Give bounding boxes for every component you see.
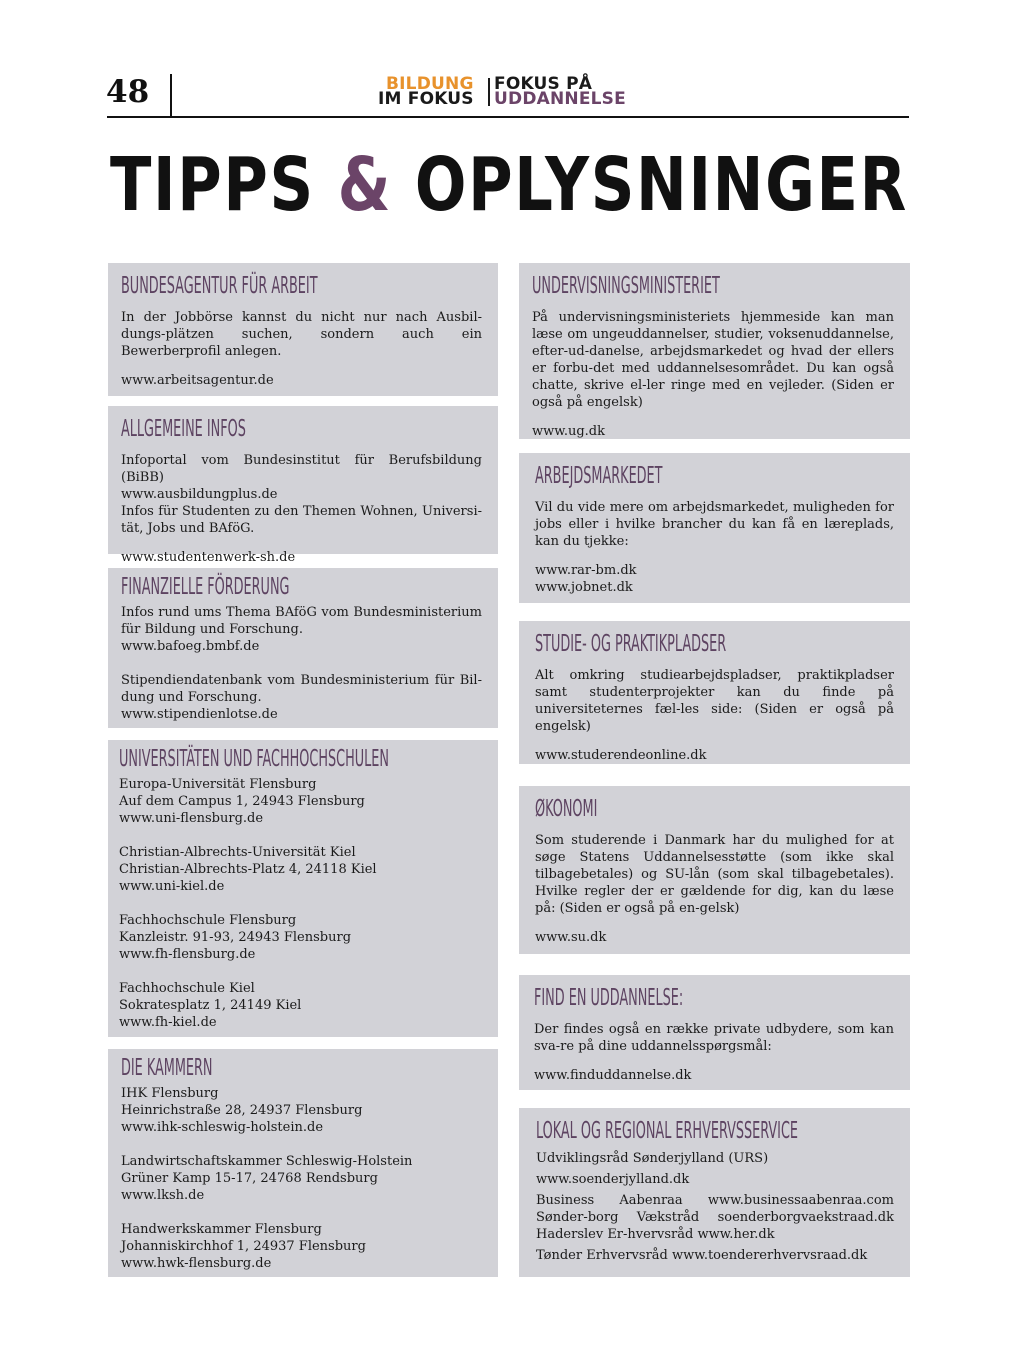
logo-separator (488, 78, 490, 106)
box-heading: FINANZIELLE FÖRDERUNG (121, 574, 290, 600)
box-body: Udviklingsråd Sønderjylland (URS) (536, 1151, 769, 1166)
list-item: Fachhochschule Kiel Sokratesplatz 1, 24149 Kiel www.fh-kiel.de (119, 981, 302, 1030)
list-item: Christian-Albrechts-Universität Kiel Christian-Albrechts-Platz 4, 24118 Kiel www.uni-kiel.de (119, 845, 377, 894)
box-link[interactable]: www.su.dk (535, 930, 607, 945)
publication-logo (378, 76, 648, 110)
title-ampersand: & (337, 142, 393, 228)
box-heading: ALLGEMEINE INFOS (121, 416, 246, 442)
box-body: Der findes også en række private udbydere, som kan sva-re på dine uddannelsspørgsmål: (534, 1022, 894, 1054)
logo-uddannelse: UDDANNELSE (494, 89, 626, 109)
box-link[interactable]: www.soenderjylland.dk (536, 1172, 690, 1187)
box-bundesagentur (108, 263, 498, 396)
list-item: Handwerkskammer Flensburg Johanniskirchhof 1, 24937 Flensburg www.hwk-flensburg.de (121, 1222, 366, 1271)
box-link[interactable]: www.finduddannelse.dk (534, 1068, 692, 1083)
box-allgemeine-infos (108, 406, 498, 565)
header-divider (170, 74, 172, 116)
list-item: Fachhochschule Flensburg Kanzleistr. 91-93, 24943 Flensburg www.fh-flensburg.de (119, 913, 352, 962)
box-body: Alt omkring studiearbejdspladser, praktikpladser samt studenterprojekter kan du finde på universiteternes fæl-les side: (Siden er også på engelsk) (535, 668, 894, 734)
box-undervisningsministeriet (519, 263, 910, 439)
box-link[interactable]: www.studentenwerk-sh.de (121, 550, 296, 565)
title-part-1: TIPPS (109, 142, 315, 228)
logo-fokus-pa: FOKUS PÅ (494, 74, 593, 94)
box-finanzielle-foerderung (108, 568, 498, 728)
box-find-en-uddannelse (519, 975, 910, 1090)
box-heading: FIND EN UDDANNELSE: (534, 985, 684, 1011)
box-link[interactable]: www.arbeitsagentur.de (121, 373, 274, 388)
logo-bildung: BILDUNG (386, 74, 474, 94)
box-heading: DIE KAMMERN (121, 1055, 213, 1081)
box-body: Business Aabenraa www.businessaabenraa.com Sønder-borg Vækstråd soenderborgvaekstraad.dk Haderslev Er-hvervsråd www.her.dk (536, 1193, 894, 1242)
box-heading: STUDIE- OG PRAKTIKPLADSER (535, 631, 727, 657)
box-die-kammern (108, 1049, 498, 1277)
page-header (0, 0, 1018, 120)
box-studie-praktikpladser (519, 621, 910, 764)
logo-im-fokus: IM FOKUS (378, 89, 474, 109)
box-body: Stipendiendatenbank vom Bundesministerium für Bil-dung und Forschung. www.stipendienlotse.de (121, 673, 482, 722)
box-heading: UNDERVISNINGSMINISTERIET (532, 273, 720, 299)
box-heading: ARBEJDSMARKEDET (535, 463, 663, 489)
list-item: IHK Flensburg Heinrichstraße 28, 24937 Flensburg www.ihk-schleswig-holstein.de (121, 1086, 363, 1135)
box-body: In der Jobbörse kannst du nicht nur nach Ausbil-dungs-plätzen suchen, sondern auch ein Bewerberprofil anlegen. (121, 310, 482, 359)
box-link[interactable]: www.studerendeonline.dk (535, 748, 707, 763)
box-okonomi (519, 786, 910, 954)
header-rule (107, 116, 909, 118)
box-body: Tønder Erhvervsråd www.toendererhvervsraad.dk (536, 1248, 868, 1263)
box-heading: BUNDESAGENTUR FÜR ARBEIT (121, 273, 318, 299)
page-number: 48 (106, 74, 150, 110)
box-body: Som studerende i Danmark har du mulighed for at søge Statens Uddannelsesstøtte (som ikke skal tilbagebetales) og SU-lån (som skal tilbagebetales). Hvilke regler der er gældende for dig, kan du læse på: (Siden er også på en-gelsk) (535, 833, 894, 916)
box-body: Vil du vide mere om arbejdsmarkedet, muligheden for jobs eller i hvilke brancher du kan få en læreplads, kan du tjekke: (535, 500, 894, 549)
box-body: På undervisningsministeriets hjemmeside kan man læse om ungeuddannelser, studier, voksenuddannelse, efter-ud-danelse, arbejdsmarkedet og hvad der ellers er forbu-det med uddannelsesområdet. Du kan også chatte, skrive el-ler ringe med en vejleder. (Siden er også på engelsk) (532, 310, 894, 410)
box-link[interactable]: www.ug.dk (532, 424, 605, 439)
box-heading: LOKAL OG REGIONAL ERHVERVSSERVICE (536, 1118, 799, 1144)
title-part-2: OPLYSNINGER (414, 142, 909, 228)
box-link[interactable]: www.rar-bm.dk www.jobnet.dk (535, 563, 637, 595)
box-heading: UNIVERSITÄTEN UND FACHHOCHSCHULEN (119, 746, 389, 772)
list-item: Landwirtschaftskammer Schleswig-Holstein Grüner Kamp 15-17, 24768 Rendsburg www.lksh.de (121, 1154, 413, 1203)
list-item: Europa-Universität Flensburg Auf dem Campus 1, 24943 Flensburg www.uni-flensburg.de (119, 777, 365, 826)
box-arbejdsmarkedet (519, 453, 910, 603)
box-erhvervsservice (519, 1108, 910, 1277)
box-body: Infos rund ums Thema BAföG vom Bundesministerium für Bildung und Forschung. www.bafoeg.bmbf.de (121, 605, 482, 654)
box-heading: ØKONOMI (535, 796, 598, 822)
box-universitaeten (108, 740, 498, 1037)
box-body: Infoportal vom Bundesinstitut für Berufsbildung (BiBB) www.ausbildungplus.de Infos für Studenten zu den Themen Wohnen, Universi-tät, Jobs und BAföG. (121, 453, 482, 536)
page-title (92, 142, 927, 228)
